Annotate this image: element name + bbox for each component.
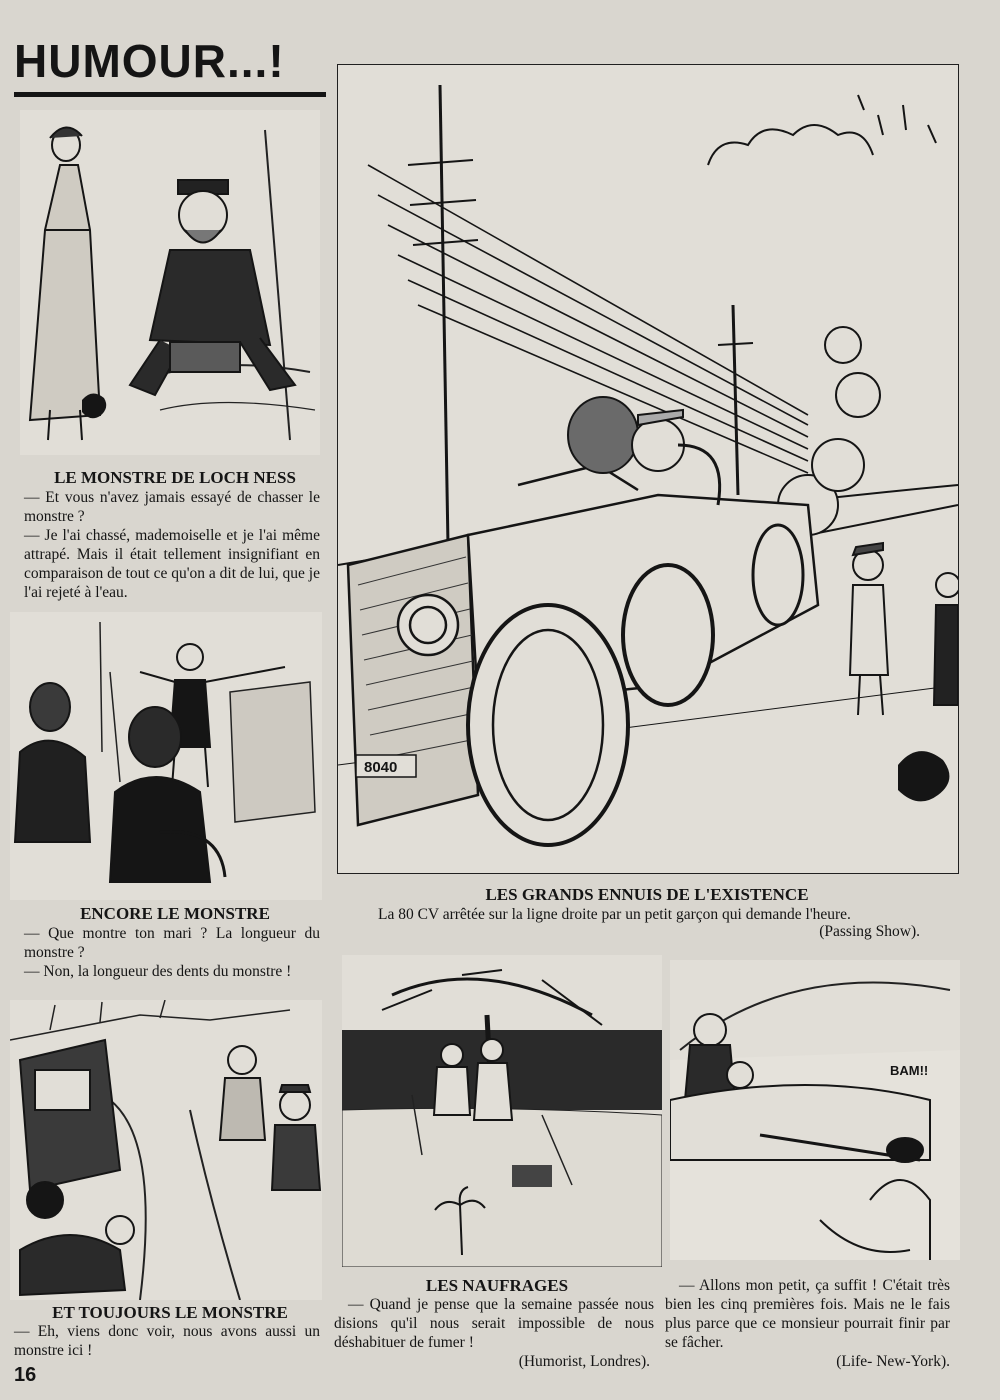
naufrages-illustration — [342, 955, 662, 1267]
ennuis-illustration — [337, 64, 959, 874]
ennuis-title: LES GRANDS ENNUIS DE L'EXISTENCE — [485, 885, 809, 904]
encore-illustration — [10, 612, 322, 900]
toujours-illustration — [10, 1000, 322, 1300]
toujours-title: ET TOUJOURS LE MONSTRE — [52, 1303, 288, 1322]
dog-silhouette — [898, 751, 949, 801]
naufrages-title: LES NAUFRAGES — [425, 1276, 569, 1295]
bam-sound: BAM!! — [890, 1063, 929, 1078]
naufrages-source: (Humorist, Londres). — [518, 1353, 650, 1370]
naufrages-text: — Quand je pense que la semaine passée nous disions qu'il nous serait impossible de nous déshabituer de fumer ! — [334, 1296, 654, 1351]
encore-title: ENCORE LE MONSTRE — [80, 904, 270, 923]
crate — [512, 1165, 552, 1187]
encore-line-1: — Que montre ton mari ? La longueur du monstre ? — [24, 925, 320, 961]
life-source: (Life- New-York). — [836, 1353, 950, 1370]
toujours-line-1: — Eh, viens donc voir, nous avons aussi un monstre ici ! — [14, 1323, 320, 1359]
ennuis-text: La 80 CV arrêtée sur la ligne droite par un petit garçon qui demande l'heure. — [378, 906, 851, 923]
license-plate: 8040 — [364, 759, 398, 776]
title-underline — [14, 92, 326, 97]
woman-figure — [30, 127, 100, 440]
ennuis-source: (Passing Show). — [819, 923, 920, 940]
onlookers — [220, 1046, 320, 1190]
man-in-mud — [20, 1216, 134, 1295]
page-title: HUMOUR...! — [14, 35, 285, 87]
loch-ness-text — [24, 488, 320, 602]
sailor-figure — [130, 180, 295, 395]
stuck-car — [20, 1040, 120, 1218]
encore-line-2: — Non, la longueur des dents du monstre ! — [24, 963, 292, 980]
drivers — [568, 397, 720, 505]
sky-clouds — [708, 95, 936, 165]
life-illustration — [670, 960, 960, 1260]
racing-car — [348, 465, 818, 845]
loch-ness-line-1: — Et vous n'avez jamais essayé de chasser le monstre ? — [24, 489, 320, 525]
loch-ness-illustration — [20, 110, 320, 455]
encore-text — [24, 924, 320, 981]
loch-ness-title: LE MONSTRE DE LOCH NESS — [54, 468, 296, 487]
boy-figure — [850, 543, 958, 715]
telegraph-poles — [408, 85, 753, 545]
life-text: — Allons mon petit, ça suffit ! C'était très bien les cinq premières fois. Mais ne le fais plus parce que ce monsieur pourrait finir par se fâcher. — [665, 1277, 950, 1351]
loch-ness-line-2: — Je l'ai chassé, mademoiselle et je l'ai même attrapé. Mais il était tellement insignifiant en comparaison de tout ce qu'on a dit de lui, que je l'ai rejeté à l'eau. — [24, 527, 320, 601]
toujours-text — [14, 1322, 320, 1360]
page-number: 16 — [14, 1364, 37, 1386]
